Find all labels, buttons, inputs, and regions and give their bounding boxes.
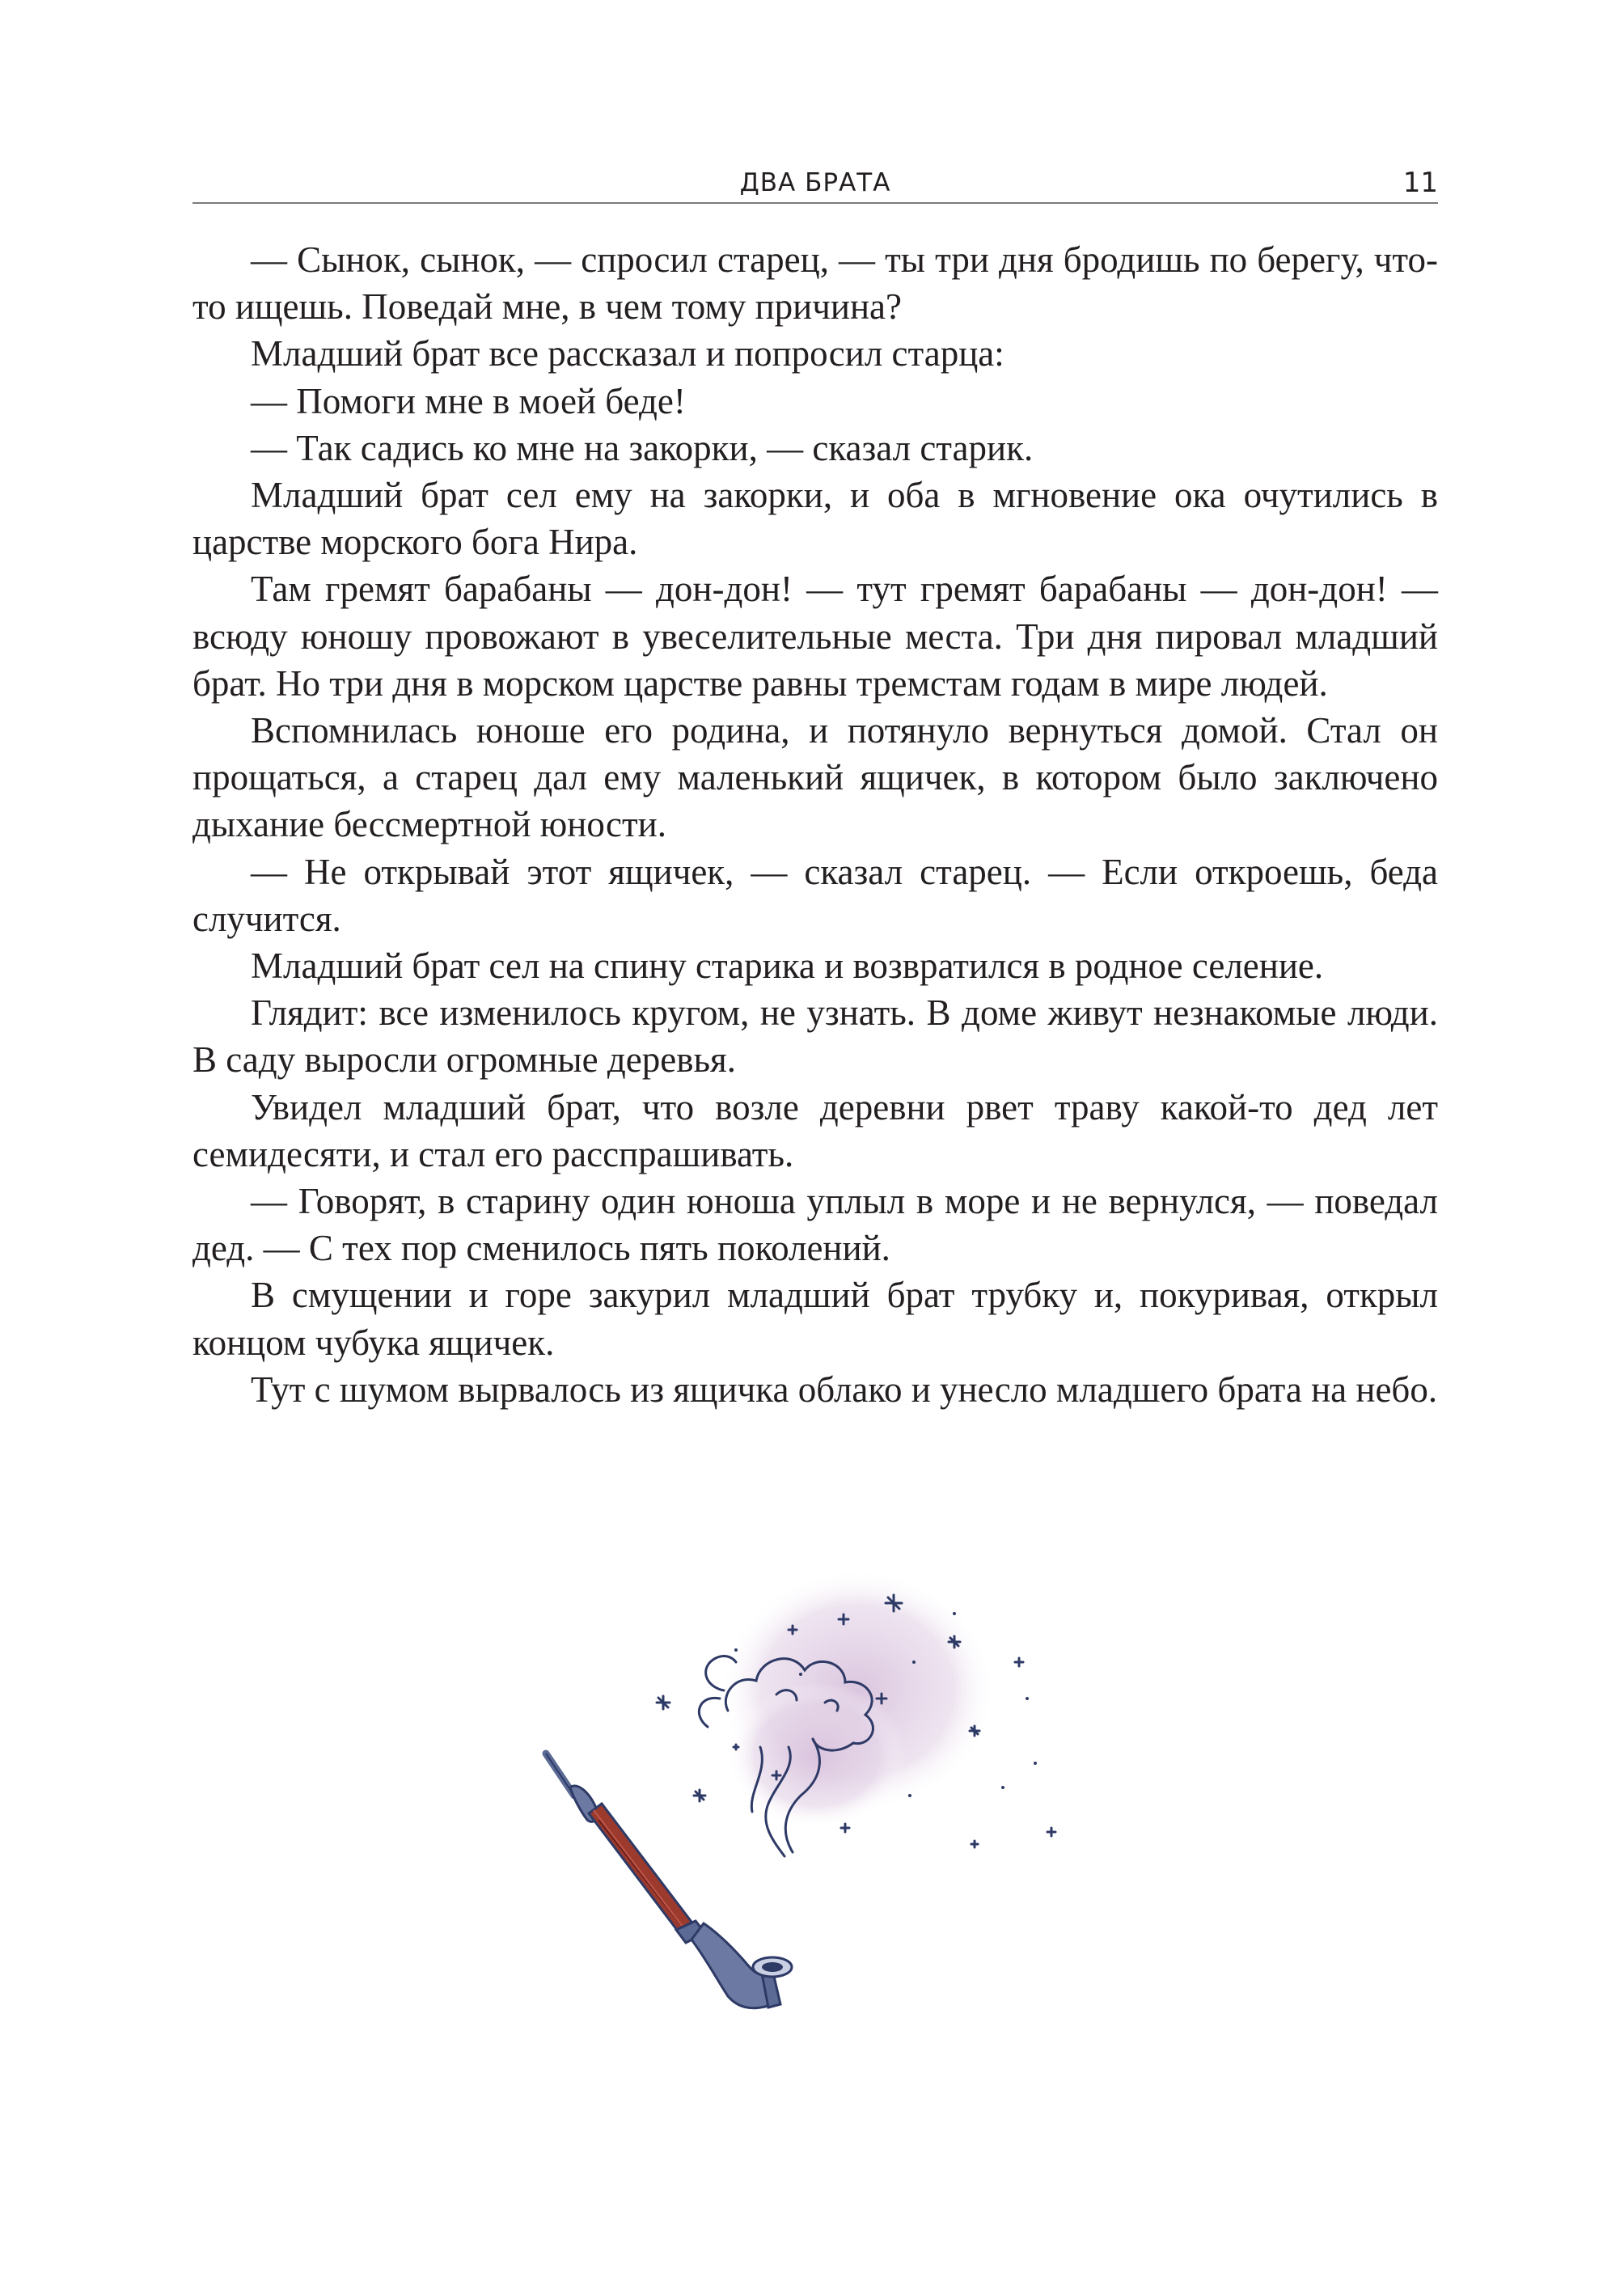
paragraph: Вспомнилась юноше его родина, и потянуло вернуться домой. Стал он прощаться, а старец дал ему маленький ящичек, в котором было заключено дыхание бессмертной юности. [192, 710, 1438, 845]
paragraph: Увидел младший брат, что возле деревни рвет траву какой-то дед лет семидесяти, и стал его расспрашивать. [192, 1086, 1438, 1174]
paragraph: — Так садись ко мне на закорки, — сказал старик. [251, 427, 1034, 468]
paragraph: Младший брат сел ему на закорки, и оба в мгновение ока очутились в царстве морского бога Нира. [192, 475, 1438, 563]
running-title: ДВА БРАТА [739, 168, 891, 197]
paragraph: — Помоги мне в моей беде! [251, 380, 686, 421]
paragraph: В смущении и горе закурил младший брат трубку и, покуривая, открыл концом чубука ящичек. [192, 1275, 1438, 1363]
paragraph: — Говорят, в старину один юноша уплыл в море и не вернулся, — поведал дед. — С тех пор сменилось пять поколений. [192, 1181, 1438, 1269]
paragraph: Тут с шумом вырвалось из ящичка облако и унесло младшего брата на небо. [251, 1369, 1438, 1410]
paragraph: Младший брат все рассказал и попросил старца: [251, 333, 1004, 374]
page-number: 11 [1402, 167, 1438, 199]
pipe-illustration [534, 1553, 1116, 2071]
header-divider [192, 202, 1438, 204]
page-header [192, 162, 1438, 204]
paragraph: Там гремят барабаны — дон-дон! — тут гремят барабаны — дон-дон! — всюду юношу провожают в увеселительные места. Три дня пировал младший брат. Но три дня в морском царстве равны тремстам годам в мире людей. [192, 569, 1438, 704]
cloud-haze [720, 1569, 995, 1828]
paragraph: Младший брат сел на спину старика и возвратился в родное селение. [251, 946, 1324, 987]
paragraph: — Сынок, сынок, — спросил старец, — ты три дня бродишь по берегу, что-то ищешь. Поведай мне, в чем тому причина? [192, 239, 1438, 328]
smoking-pipe-icon [534, 1553, 1116, 2071]
story-text [192, 236, 1438, 1413]
paragraph: — Не открывай этот ящичек, — сказал старец. — Если откроешь, беда случится. [192, 851, 1438, 939]
paragraph: Глядит: все изменилось кругом, не узнать. В доме живут незнакомые люди. В саду выросли огромные деревья. [192, 992, 1438, 1081]
